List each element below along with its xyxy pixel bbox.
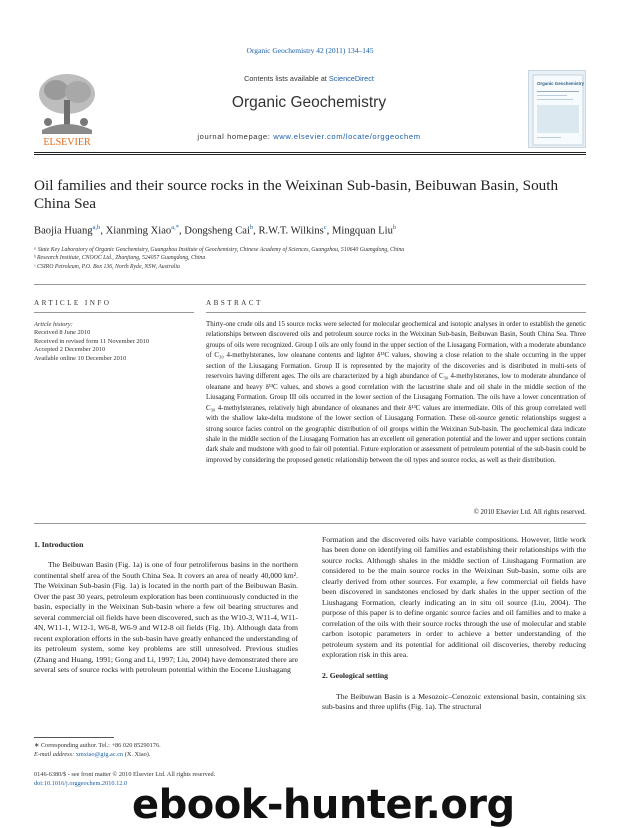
- citation-line[interactable]: Organic Geochemistry 42 (2011) 134–145: [246, 46, 374, 55]
- journal-homepage: [114, 132, 504, 141]
- watermark-text: ebook-hunter.org: [132, 782, 515, 828]
- section-heading-geological-setting: 2. Geological setting: [322, 671, 388, 681]
- affiliations: [34, 246, 586, 271]
- abstract-rule: [206, 312, 586, 313]
- contents-prefix: Contents lists available at: [244, 74, 329, 83]
- abstract-label: ABSTRACT: [206, 299, 263, 307]
- body-column-right: [322, 535, 586, 713]
- history-item: Received 8 June 2010: [34, 329, 91, 337]
- sciencedirect-link[interactable]: ScienceDirect: [328, 74, 374, 83]
- masthead-center: [114, 70, 504, 148]
- elsevier-tree-logo: [34, 70, 100, 148]
- journal-masthead: [34, 70, 586, 148]
- author-name[interactable]: R.W.T. Wilkins: [258, 225, 324, 237]
- issn-line: 0146-6380/$ - see front matter © 2010 Elsevier Ltd. All rights reserved.: [34, 771, 216, 778]
- author-name[interactable]: Baojia Huang: [34, 225, 93, 237]
- history-item: Available online 10 December 2010: [34, 354, 127, 362]
- introduction-continued-paragraph: Formation and the discovered oils have variable compositions. However, little work has been done on identifying oil families and establishing their relationships with the source rocks. Although shales in the middle section of Liushagang Formation are considered to be the main source rocks in the Weixinan Sub-basin, some oils are clearly derived from other sources. For example, a few commercial oil fields have been discovered in sandstones enclosed by dark shales in the upper section of the Liushagang Formation, clearly indicating an in situ oil source (Liu, 2004). The purpose of this paper is to define organic source facies and oil families and to make a correlation of the oils with their source rocks through the use of molecular and stable carbon isotopic parameters in order to achieve a better understanding of the petroleum system and its potential for additional oil discoveries, thereby reducing exploration risk in this area.: [322, 535, 586, 659]
- footnotes: [34, 741, 298, 759]
- introduction-paragraph: The Beibuwan Basin (Fig. 1a) is one of four petroliferous basins in the northern continental shelf area of the South China Sea. It covers an area of nearly 40,000 km². The Weixinan Sub-basin (Fig. 1a) is located in the north part of the Beibuwan Basin. Over the past 30 years, petroleum exploration has been continuously conducted in the basin, especially in the Weixinan Sub-basin where a few oil bearing structures and several commercial oil fields have been discovered, such as the W10-3, W11-4, W11-4N, W11-1, W12-1, W6-8, W6-9 and W12-8 oil fields (Fig. 1b). Although data from recent exploration efforts in the sub-basin have greatly enhanced the understanding of its petroleum system, some key problems are still unresolved. Previous studies (Zhang and Huang, 1991; Gong and Li, 1997; Liu, 2004) have demonstrated there are several sets of source rocks with petroleum potential within the Eocene Liushagang: [34, 560, 298, 674]
- email-link[interactable]: xmxiao@gig.ac.cn: [75, 751, 124, 758]
- article-history: [34, 321, 194, 363]
- abstract-text: Thirty-one crude oils and 15 source rocks were selected for molecular geochemical and isotopic analyses in order to establish the genetic relationships between discovered oils and petroleum source rocks in the Weixinan Sub-basin, Beibuwan Basin, South China Sea. Three groups of oils were recognized. Group I oils are only found in the upper section of the Liusagang Formation, with a moderate abundance of C₃₀ 4-methylsteranes, low oleanane contents and lighter δ¹³C values, showing a close relation to the shale occurring in the upper section of the Liusagang Formation. Group II is represented by the majority of the discoveries and is distributed in multi-sets of reservoirs having different ages. The oils are characterized by a high abundance of C₃₀ 4-methylsteranes, low to moderate abundance of oleanane and heavy δ¹³C values, and shows a good correlation with the lacustrine shale and oil shale in the middle section of the Liusagang Formation. Group III oils occurred in the lower section of the Liusagang Formation. The oils have a lower concentration of C₃₀ 4-methylsteranes, relatively high abundance of oleananes and their δ¹³C values are intermediate. Oils of this group correlated well with the shallow lake-delta mudstone of the lower section of Liusagang Formation. These oil-source genetic relationships suggest a strong source facies control on the geographic distribution of oil groups within the Weixinan Sub-basin. The geochemical data indicate shale in the middle section of the Liusagang Formation has an excellent oil generation potential and the lower and upper sections contain dark shale and mudstone with good to fair oil potential. Future exploration or assessment of petroleum potential of the sub-basin could be improved by considering the proposed genetic relationship between the oil types and source rocks, as well as their distribution.: [206, 321, 586, 464]
- email-note: [34, 750, 298, 759]
- author-name[interactable]: Dongsheng Cai: [184, 225, 250, 237]
- author-separator: ,: [100, 225, 106, 237]
- section-heading-introduction: 1. Introduction: [34, 540, 84, 549]
- corresponding-author-note: ∗ Corresponding author. Tel.: +86 020 85290176.: [34, 742, 161, 749]
- copyright-notice: © 2010 Elsevier Ltd. All rights reserved.: [473, 509, 586, 516]
- history-heading: Article history:: [34, 321, 73, 328]
- homepage-prefix: journal homepage:: [197, 132, 274, 141]
- author-name[interactable]: Mingquan Liu: [331, 225, 393, 237]
- header-divider: [34, 284, 586, 285]
- history-item: Received in revised form 11 November 2010: [34, 337, 150, 345]
- author-affil-mark[interactable]: a,*: [171, 224, 179, 231]
- author-list: [34, 224, 586, 237]
- masthead-rule: [34, 152, 586, 153]
- author-separator: ,: [179, 225, 185, 237]
- article-info-label: ARTICLE INFO: [34, 299, 112, 307]
- affiliation-line: ᵃ State Key Laboratory of Organic Geochemistry, Guangzhou Institute of Geochemistry, Chinese Academy of Sciences, Guangzhou, 510640 Guangdong, China: [34, 247, 405, 253]
- contents-line: [114, 74, 504, 83]
- homepage-link[interactable]: www.elsevier.com/locate/orggeochem: [273, 132, 421, 141]
- body-column-left: [34, 540, 298, 675]
- article-info-rule: [34, 312, 194, 313]
- author-separator: ,: [253, 225, 259, 237]
- journal-cover-thumbnail: [528, 70, 586, 148]
- author-affil-mark[interactable]: c: [323, 224, 327, 231]
- author-separator: ,: [326, 225, 332, 237]
- doi-link[interactable]: doi:10.1016/j.orggeochem.2010.12.0: [34, 780, 128, 787]
- author-name[interactable]: Xianming Xiao: [105, 225, 172, 237]
- author-affil-mark[interactable]: a,b: [92, 224, 101, 231]
- publisher-wordmark: ELSEVIER: [43, 137, 91, 148]
- author-affil-mark[interactable]: b: [249, 224, 254, 231]
- cover-title: Organic Geochemistry: [537, 81, 585, 86]
- email-suffix: (X. Xiao).: [123, 751, 151, 758]
- abstract-divider: [34, 523, 586, 524]
- history-item: Accepted 2 December 2010: [34, 346, 106, 354]
- article-title: Oil families and their source rocks in the Weixinan Sub-basin, Beibuwan Basin, South China Sea: [34, 177, 559, 212]
- affiliation-line: ᶜ CSIRO Petroleum, P.O. Box 136, North Ryde, NSW, Australia: [34, 263, 180, 270]
- email-label: E-mail address:: [34, 751, 76, 758]
- affiliation-line: ᵇ Research Institute, CNOOC Ltd., Zhanjiang, 524057 Guangdong, China: [34, 255, 206, 262]
- geological-setting-paragraph: The Beibuwan Basin is a Mesozoic–Cenozoic extensional basin, containing six sub-basins and three uplifts (Fig. 1a). The structural: [322, 691, 586, 712]
- journal-title: Organic Geochemistry: [231, 94, 387, 111]
- masthead-rule-2: [34, 154, 586, 155]
- footnote-rule: [34, 737, 114, 738]
- author-affil-mark[interactable]: b: [392, 224, 397, 231]
